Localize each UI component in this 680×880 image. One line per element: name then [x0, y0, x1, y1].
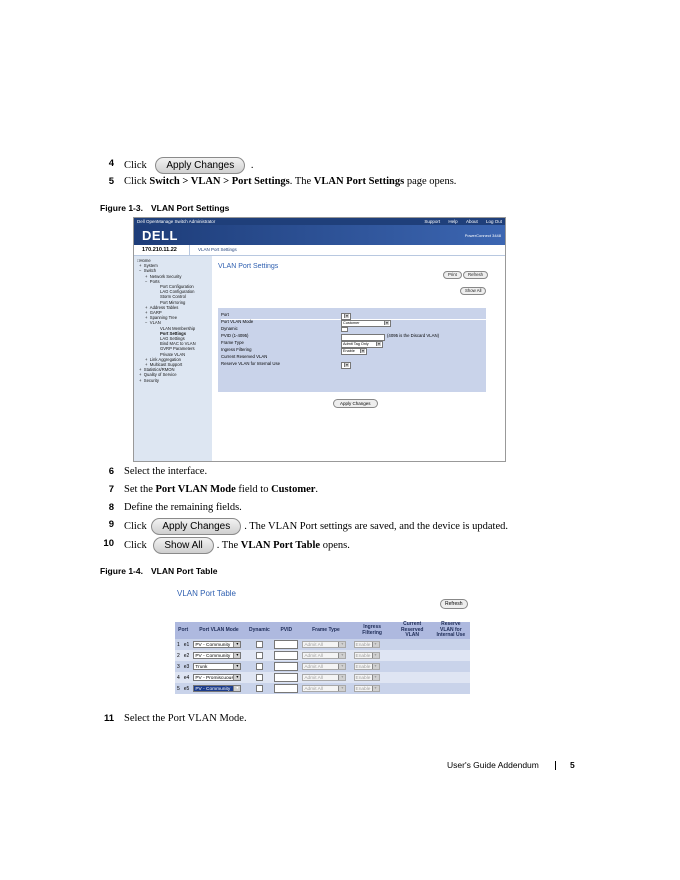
- column-header: Current Reserved VLAN: [393, 622, 432, 639]
- column-header: Ingress Filtering: [352, 622, 393, 639]
- table-row: [175, 650, 470, 661]
- dynamic-checkbox[interactable]: [256, 652, 263, 659]
- port-vlan-mode-select[interactable]: PV - Community ▼: [193, 685, 241, 692]
- column-header: Frame Type: [300, 622, 351, 639]
- frame-type-select: Admit All ▼: [302, 641, 346, 648]
- apply-changes-button[interactable]: Apply Changes: [333, 399, 378, 408]
- pvid-input[interactable]: [274, 662, 298, 671]
- tree-item-bind-mac-to-vlan[interactable]: Bind MAC to VLAN: [160, 341, 196, 347]
- pvid-input[interactable]: [274, 640, 298, 649]
- port-vlan-mode-select[interactable]: PV - Community ▼: [193, 652, 241, 659]
- step-text: Click: [124, 520, 147, 532]
- tree-item-private-vlan[interactable]: Private VLAN: [160, 351, 186, 357]
- print-button[interactable]: Print: [443, 271, 462, 279]
- settings-form: [218, 308, 486, 392]
- breadcrumb: VLAN Port Settings: [198, 247, 237, 252]
- vlan-port-table: [175, 622, 470, 694]
- menu-support[interactable]: Support: [424, 219, 441, 224]
- ingress-filtering-select: Enable ▼: [354, 685, 380, 692]
- step-number: 10: [103, 538, 114, 549]
- model-name: PowerConnect 3448: [464, 233, 501, 238]
- frame-type-select: Admit All ▼: [302, 663, 346, 670]
- port-cell: e3: [182, 661, 192, 672]
- pvid-input[interactable]: [274, 673, 298, 682]
- field-reserve-vlan: Reserve VLAN for Internal Use ▼: [221, 361, 487, 368]
- field-current-reserved-vlan: Current Reserved VLAN: [221, 354, 268, 359]
- step-number: 7: [108, 484, 114, 495]
- port-cell: e1: [182, 639, 192, 650]
- pvid-note: (4095 is the Discard VLAN): [387, 333, 440, 338]
- tree-item-storm-control[interactable]: Storm Control: [160, 294, 186, 300]
- page-number: 5: [570, 760, 575, 770]
- step-text: .: [250, 159, 254, 171]
- table-row: [175, 683, 470, 694]
- page-title: VLAN Port Table: [177, 589, 236, 598]
- step-text: Select the interface.: [124, 466, 208, 477]
- dynamic-checkbox[interactable]: [341, 327, 348, 332]
- tree-item-network-security[interactable]: + Network Security: [145, 273, 182, 279]
- frame-type-select: Admit All ▼: [302, 685, 346, 692]
- port-cell: e5: [182, 683, 192, 694]
- dynamic-checkbox[interactable]: [256, 641, 263, 648]
- table-header-row: [175, 622, 470, 639]
- step-number: 6: [108, 466, 114, 477]
- field-frame-type: Frame Type Admit Tag Only ▼: [221, 340, 487, 347]
- tree-item-vlan-membership[interactable]: VLAN Membership: [160, 325, 196, 331]
- ingress-filtering-select: Enable ▼: [354, 641, 380, 648]
- field-port-vlan-mode: Port VLAN Mode Customer ▼: [221, 319, 487, 326]
- step-number: 5: [108, 176, 114, 187]
- step-text: Click: [124, 539, 147, 551]
- column-header: Dynamic: [247, 622, 273, 639]
- tree-item-lag-settings[interactable]: LAG Settings: [160, 336, 185, 342]
- field-ingress-filtering: Ingress Filtering Enable ▼: [221, 347, 487, 354]
- step-number: 8: [108, 502, 114, 513]
- tree-item-security[interactable]: + Security: [139, 377, 159, 383]
- menu-about[interactable]: About: [465, 219, 478, 224]
- top-menu: [417, 218, 502, 225]
- vlan-port-settings-screenshot: [133, 217, 506, 462]
- apply-changes-button[interactable]: Apply Changes: [155, 157, 245, 174]
- tree-item-system[interactable]: + System: [139, 263, 158, 269]
- step-text: Define the remaining fields.: [124, 502, 242, 513]
- address-bar: [134, 245, 505, 256]
- tree-item-ports[interactable]: − Ports: [145, 278, 160, 284]
- tree-item-gvrp-parameters[interactable]: GVRP Parameters: [160, 346, 195, 352]
- app-title-bar: [134, 218, 505, 225]
- step-text: . The VLAN Port Table opens.: [216, 539, 350, 551]
- ingress-filtering-select: Enable ▼: [354, 652, 380, 659]
- dynamic-checkbox[interactable]: [256, 674, 263, 681]
- port-select[interactable]: ▼: [341, 313, 351, 320]
- step-text: Click: [124, 159, 147, 171]
- refresh-button[interactable]: Refresh: [440, 599, 468, 609]
- row-index: 1: [175, 639, 182, 650]
- reserve-vlan-select[interactable]: ▼: [341, 362, 351, 369]
- step-number: 4: [108, 158, 114, 169]
- step-number: 11: [103, 713, 114, 724]
- show-all-button[interactable]: Show All: [460, 287, 486, 295]
- brand-bar: [134, 225, 505, 245]
- port-cell: e2: [182, 650, 192, 661]
- tree-item-link-aggregation[interactable]: + Link Aggregation: [145, 356, 181, 362]
- tree-item-home[interactable]: □Home: [137, 258, 151, 263]
- tree-item-quality-of-service[interactable]: + Quality of Service: [139, 372, 177, 378]
- tree-item-statistics-rmon[interactable]: + Statistics/RMON: [139, 367, 175, 373]
- dynamic-checkbox[interactable]: [256, 685, 263, 692]
- tree-item-garp[interactable]: + GARP: [145, 310, 162, 316]
- navigation-tree: [134, 256, 212, 461]
- dynamic-checkbox[interactable]: [256, 663, 263, 670]
- frame-type-select[interactable]: Admit Tag Only ▼: [341, 341, 383, 348]
- main-panel: [216, 256, 505, 461]
- tree-item-lag-configuration[interactable]: LAG Configuration: [160, 289, 195, 295]
- field-dynamic: Dynamic: [221, 326, 487, 333]
- ingress-filtering-select: Enable ▼: [354, 663, 380, 670]
- table-row: [175, 639, 470, 650]
- row-index: 4: [175, 672, 182, 683]
- table-row: [175, 672, 470, 683]
- pvid-input[interactable]: [274, 684, 298, 693]
- tree-item-port-settings[interactable]: Port Settings: [160, 330, 187, 336]
- figure-caption: Figure 1-4. VLAN Port Table: [100, 566, 218, 576]
- pvid-input[interactable]: [274, 651, 298, 660]
- footer-divider: [555, 761, 556, 770]
- vlan-port-table-screenshot: [175, 585, 470, 705]
- footer-title: User's Guide Addendum: [447, 760, 539, 770]
- port-vlan-mode-select[interactable]: PV - Promiscuous ▼: [193, 674, 241, 681]
- port-cell: e4: [182, 672, 192, 683]
- tree-item-vlan[interactable]: − VLAN: [145, 320, 161, 326]
- column-header: Reserve VLAN for Internal Use: [432, 622, 470, 639]
- frame-type-select: Admit All ▼: [302, 674, 346, 681]
- tree-item-port-configuration[interactable]: Port Configuration: [160, 284, 194, 290]
- port-vlan-mode-select[interactable]: PV - Community ▼: [193, 641, 241, 648]
- show-all-button[interactable]: Show All: [153, 537, 213, 554]
- step-text: Click Switch > VLAN > Port Settings. The VLAN Port Settings page opens.: [124, 176, 457, 187]
- frame-type-select: Admit All ▼: [302, 652, 346, 659]
- column-header: Port VLAN Mode: [191, 622, 246, 639]
- tree-item-address-tables[interactable]: + Address Tables: [145, 304, 179, 310]
- table-row: [175, 661, 470, 672]
- field-port: Port ▼: [221, 312, 487, 320]
- app-title: Dell OpenManage Switch Administrator: [137, 219, 216, 224]
- tree-item-spanning-tree[interactable]: + Spanning Tree: [145, 315, 178, 321]
- refresh-button[interactable]: Refresh: [463, 271, 488, 279]
- step-text: Set the Port VLAN Mode field to Customer.: [124, 484, 319, 495]
- menu-help[interactable]: Help: [448, 219, 458, 224]
- menu-log-out[interactable]: Log Out: [485, 219, 502, 224]
- tree-item-switch[interactable]: − Switch: [139, 268, 157, 274]
- ingress-filtering-select[interactable]: Enable ▼: [341, 348, 367, 355]
- column-header: Port: [175, 622, 191, 639]
- row-index: 2: [175, 650, 182, 661]
- column-header: PVID: [272, 622, 300, 639]
- step-number: 9: [108, 519, 114, 530]
- ingress-filtering-select: Enable ▼: [354, 674, 380, 681]
- row-index: 3: [175, 661, 182, 672]
- tree-item-multicast-support[interactable]: + Multicast Support: [145, 362, 183, 368]
- page-title: VLAN Port Settings: [218, 263, 279, 270]
- port-vlan-mode-select[interactable]: Customer ▼: [341, 320, 391, 327]
- step-text: Select the Port VLAN Mode.: [124, 713, 247, 724]
- step-text: . The VLAN Port settings are saved, and the device is updated.: [244, 520, 509, 532]
- apply-changes-button[interactable]: Apply Changes: [151, 518, 241, 535]
- field-pvid: PVID (1-4095) (4095 is the Discard VLAN): [221, 333, 487, 340]
- row-index: 5: [175, 683, 182, 694]
- port-vlan-mode-select[interactable]: Trunk ▼: [193, 663, 241, 670]
- dell-logo: DELL: [142, 228, 178, 243]
- tree-item-port-mirroring[interactable]: Port Mirroring: [160, 299, 186, 305]
- device-ip: 170.210.11.22: [134, 245, 190, 255]
- figure-caption: Figure 1-3. VLAN Port Settings: [100, 203, 230, 213]
